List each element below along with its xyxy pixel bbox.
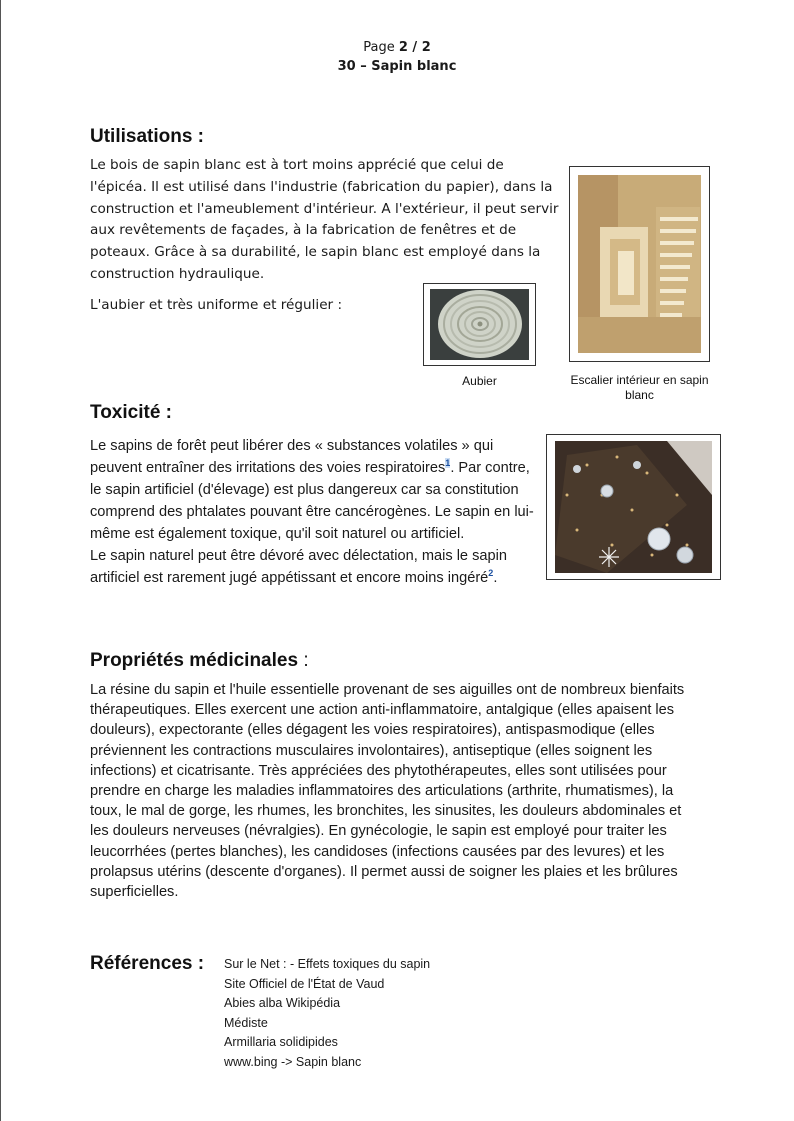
footnote-2-link[interactable]: 2 bbox=[488, 568, 494, 579]
toxicite-text-1: Le sapins de forêt peut libérer des « substances volatiles » qui peuvent entraîner des irritations des voies respiratoires bbox=[90, 438, 494, 476]
document-title bbox=[0, 57, 794, 76]
escalier-image bbox=[570, 167, 709, 361]
reference-item: Abies alba Wikipédia bbox=[224, 996, 341, 1011]
utilisations-paragraph: Le bois de sapin blanc est à tort moins apprécié que celui de l'épicéa. Il est utilisé dans l'industrie (fabrication du papier), dans la construction et l'ameublement d'intérieur. A l'extérieur, il peut servir aux revêtements de façades, à la fabrication de fenêtres et de poteaux. Grâce à sa durabilité, le sapin blanc est employé dans la construction hydraulique. bbox=[90, 157, 559, 282]
proprietes-heading bbox=[90, 650, 309, 672]
footnote-1-link[interactable]: 1 bbox=[445, 458, 451, 469]
escalier-caption: Escalier intérieur en sapin blanc bbox=[570, 373, 709, 402]
document-title-text: 30 – Sapin blanc bbox=[337, 59, 457, 74]
page-header bbox=[0, 38, 794, 76]
toxicite-paragraph bbox=[90, 435, 535, 589]
sapin-decore-figure bbox=[546, 434, 721, 580]
reference-item: Sur le Net : - Effets toxiques du sapin bbox=[224, 957, 431, 971]
references-heading: Références : bbox=[90, 953, 205, 974]
page-prefix: Page bbox=[363, 40, 399, 55]
utilisations-heading: Utilisations : bbox=[90, 126, 205, 147]
reference-item: Médiste bbox=[224, 1015, 268, 1030]
toxicite-text-3-end: . bbox=[493, 570, 498, 586]
aubier-caption: Aubier bbox=[462, 374, 497, 388]
aubier-figure bbox=[423, 283, 536, 366]
page-indicator bbox=[0, 38, 794, 57]
toxicite-heading: Toxicité : bbox=[90, 402, 172, 423]
reference-item: Site Officiel de l'État de Vaud bbox=[224, 976, 385, 991]
references-list bbox=[224, 955, 430, 1073]
toxicite-text-2: . Par contre, le sapin artificiel (d'élevage) est plus dangereux car sa constitution comprend des phtalates pouvant être cancérogènes. Le sapin en lui-même est également toxique, qu'il soit naturel ou artificiel. bbox=[90, 460, 534, 542]
escalier-figure bbox=[569, 166, 710, 362]
reference-item: www.bing -> Sapin blanc bbox=[224, 1054, 362, 1069]
page-edge-line bbox=[0, 0, 1, 1121]
proprietes-heading-text: Propriétés médicinales bbox=[90, 650, 299, 671]
sapin-decore-image bbox=[547, 435, 720, 579]
aubier-image bbox=[424, 284, 535, 365]
proprietes-paragraph: La résine du sapin et l'huile essentielle provenant de ses aiguilles ont de nombreux bienfaits thérapeutiques. Elles exercent une action anti-inflammatoire, antalgique (elles apaisent les douleurs), expectorante (elles dégagent les voies respiratoires), antispasmodique (elles préviennent les contractions musculaires involontaires), antiseptique (elles soignent les infections) et cicatrisante. Très appréciées des phytothérapeutes, elles sont utilisées pour prendre en charge les maladies inflammatoires des articulations (arthrite, rhumatismes), la toux, le mal de gorge, les rhumes, les bronchites, les sinusites, les douleurs abdominales et les douleurs nerveuses (névralgies). En gynécologie, le sapin est employé pour traiter les leucorrhées (pertes blanches), les candidoses (infections causées par des levures) et les prolapsus utérins (descente d'organes). Il permet aussi de soigner les plaies et les brûlures superficielles. bbox=[90, 682, 685, 901]
page-number: 2 / 2 bbox=[398, 40, 431, 55]
proprietes-heading-suffix: : bbox=[298, 650, 309, 671]
aubier-line: L'aubier et très uniforme et régulier : bbox=[90, 297, 343, 313]
toxicite-text-3: Le sapin naturel peut être dévoré avec délectation, mais le sapin artificiel est rarement jugé appétissant et encore moins ingéré bbox=[90, 548, 507, 586]
reference-item: Armillaria solidipides bbox=[224, 1035, 338, 1050]
